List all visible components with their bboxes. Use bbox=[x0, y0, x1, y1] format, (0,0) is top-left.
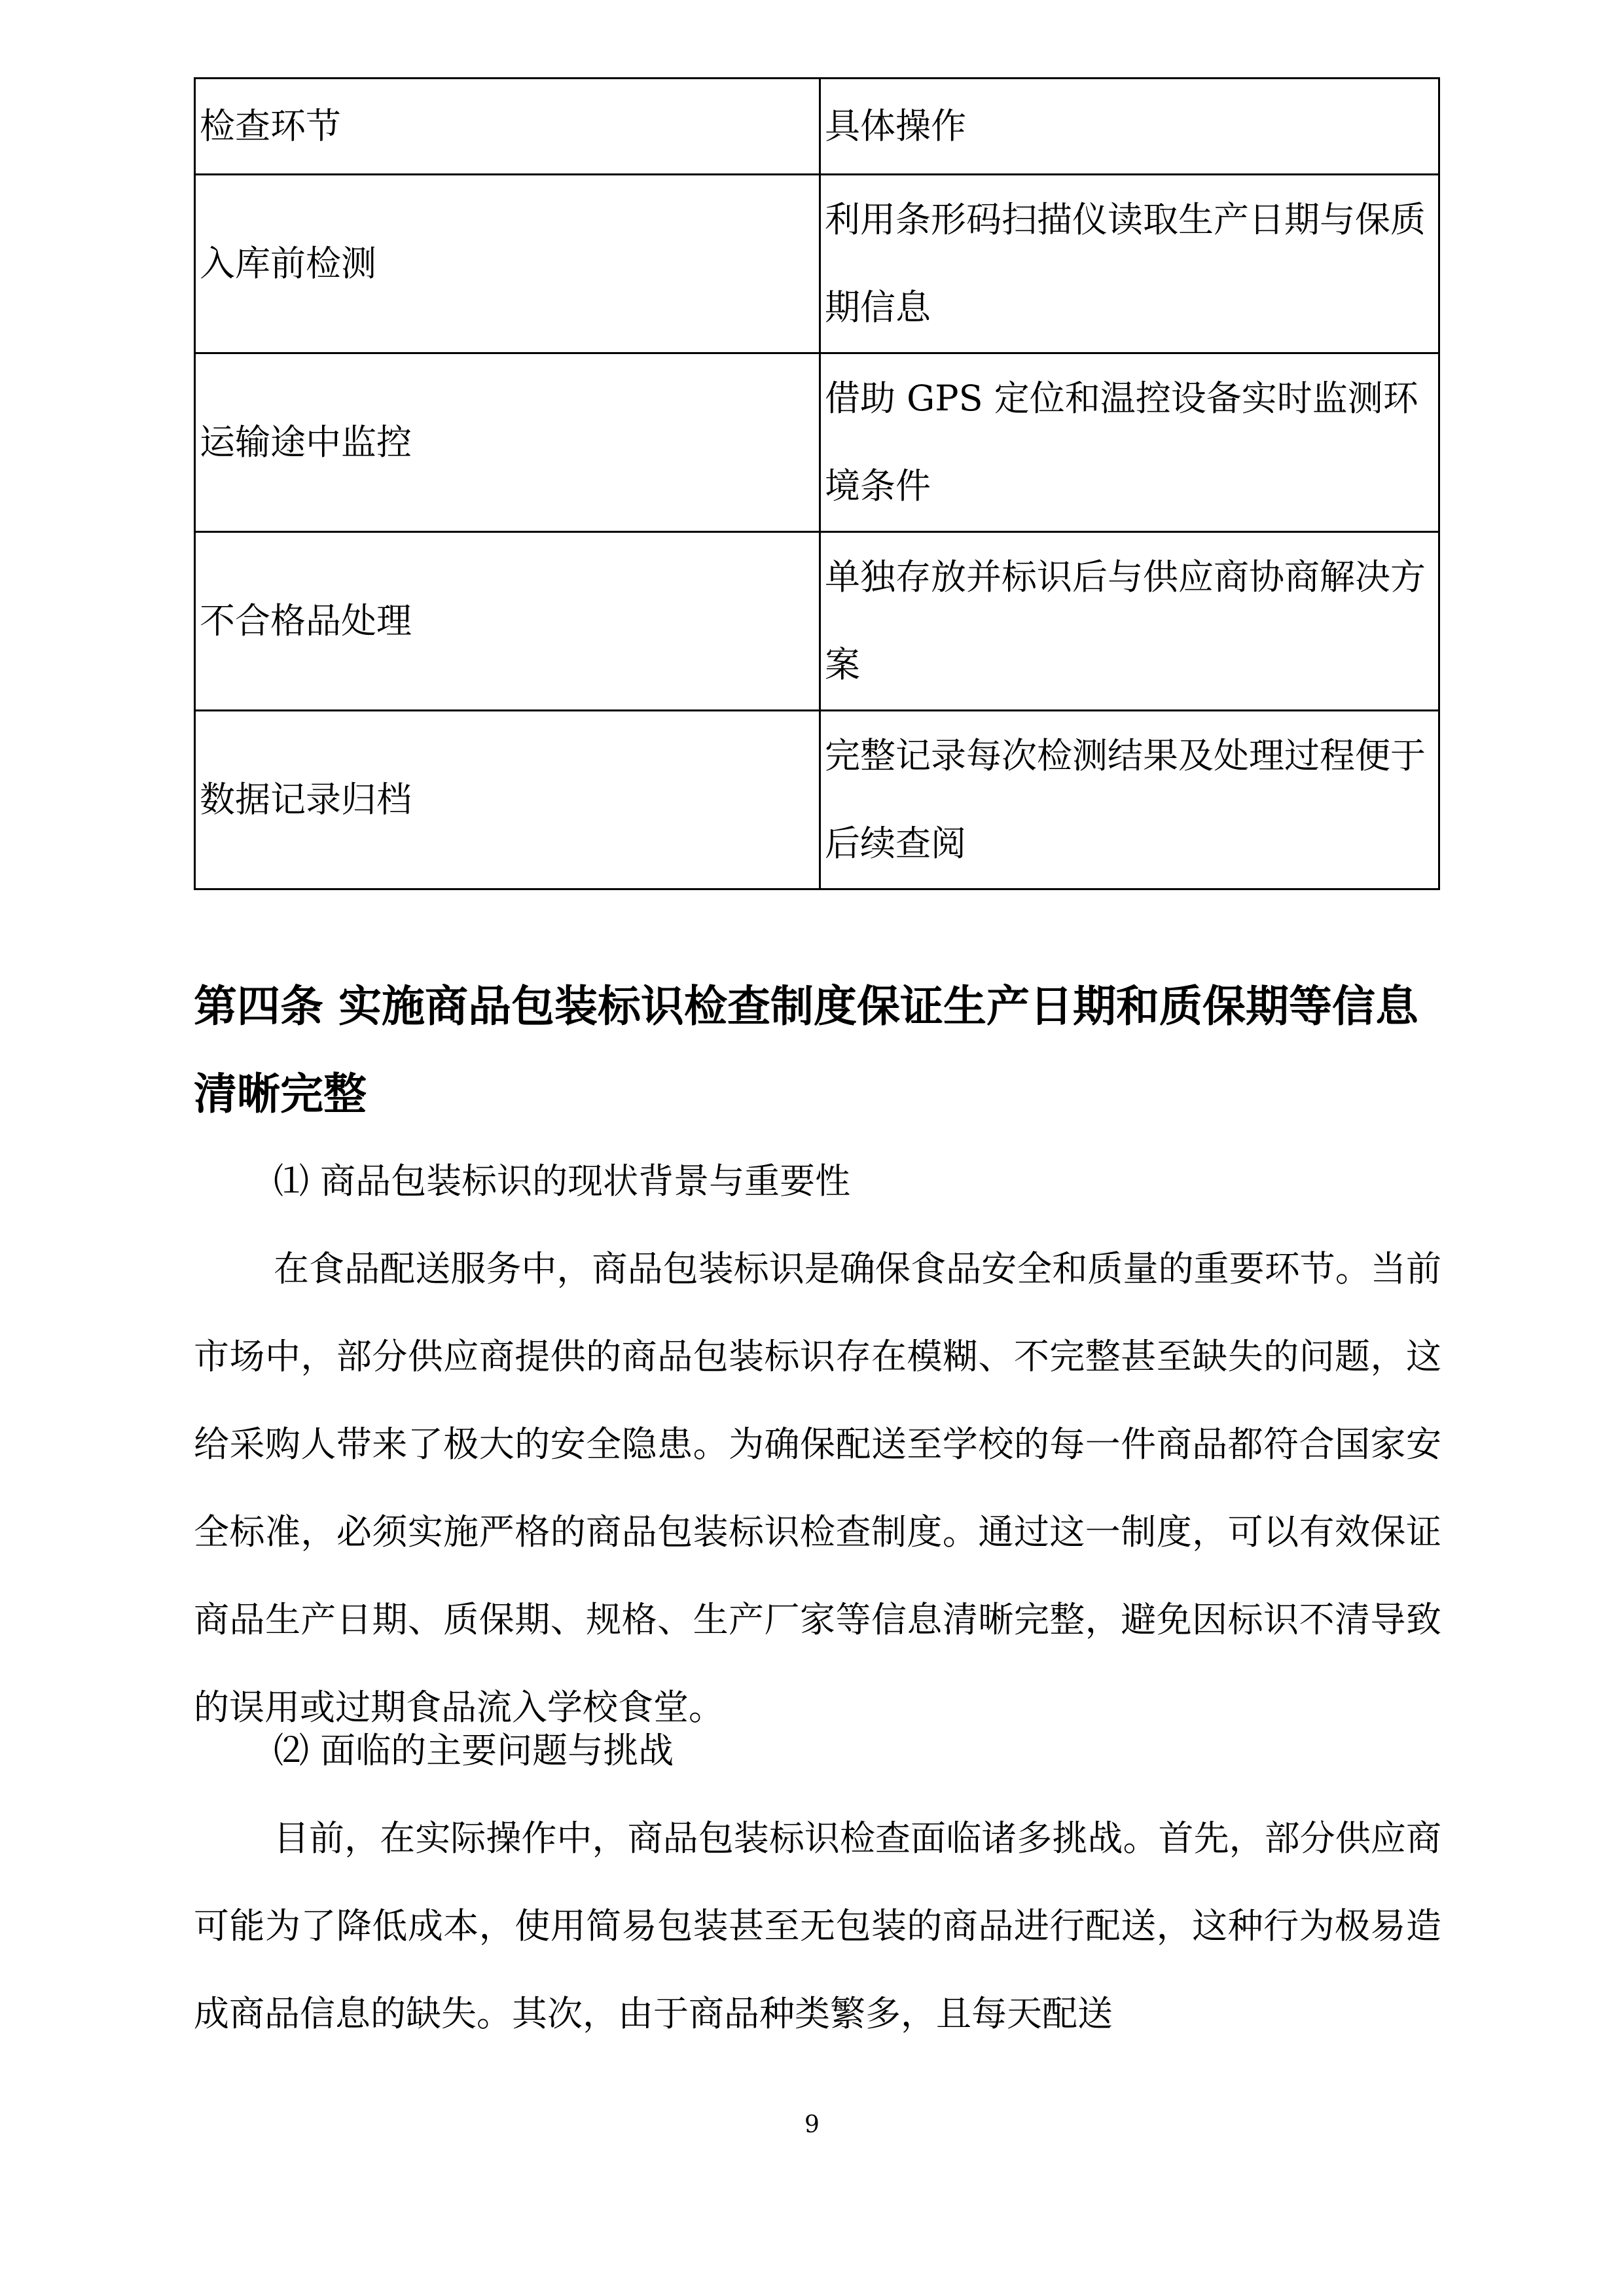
table-cell-step: 入库前检测 bbox=[195, 175, 820, 353]
table-cell-step: 运输途中监控 bbox=[195, 353, 820, 532]
table-header-action: 具体操作 bbox=[820, 79, 1439, 175]
table-cell-step: 不合格品处理 bbox=[195, 532, 820, 711]
table-row bbox=[195, 532, 1439, 711]
table-row bbox=[195, 175, 1439, 353]
table-cell-step: 数据记录归档 bbox=[195, 711, 820, 889]
table-cell-action: 利用条形码扫描仪读取生产日期与保质期信息 bbox=[820, 175, 1439, 353]
table-row bbox=[195, 353, 1439, 532]
section-heading: 第四条 实施商品包装标识检查制度保证生产日期和质保期等信息清晰完整 bbox=[194, 980, 1418, 1119]
table-row bbox=[195, 711, 1439, 889]
table-cell-action: 完整记录每次检测结果及处理过程便于后续查阅 bbox=[820, 711, 1439, 889]
body-paragraph-1: 在食品配送服务中，商品包装标识是确保食品安全和质量的重要环节。当前市场中，部分供应商提供的商品包装标识存在模糊、不完整甚至缺失的问题，这给采购人带来了极大的安全隐患。为确保配送至学校的每一件商品都符合国家安全标准，必须实施严格的商品包装标识检查制度。通过这一制度，可以有效保证商品生产日期、质保期、规格、生产厂家等信息清晰完整，避免因标识不清导致的误用或过期食品流入学校食堂。 bbox=[194, 1248, 1441, 1728]
subsection-title-2: ⑵ 面临的主要问题与挑战 bbox=[274, 1730, 674, 1771]
table-header-row bbox=[195, 79, 1439, 175]
table-cell-action: 借助 GPS 定位和温控设备实时监测环境条件 bbox=[820, 353, 1439, 532]
table-header-step: 检查环节 bbox=[195, 79, 820, 175]
table-cell-action: 单独存放并标识后与供应商协商解决方案 bbox=[820, 532, 1439, 711]
inspection-table bbox=[194, 77, 1440, 890]
body-paragraph-2: 目前，在实际操作中，商品包装标识检查面临诸多挑战。首先，部分供应商可能为了降低成本，使用简易包装甚至无包装的商品进行配送，这种行为极易造成商品信息的缺失。其次，由于商品种类繁多，且每天配送 bbox=[194, 1818, 1441, 2034]
page-number: 9 bbox=[804, 2111, 820, 2138]
subsection-title-1: ⑴ 商品包装标识的现状背景与重要性 bbox=[274, 1160, 851, 1202]
